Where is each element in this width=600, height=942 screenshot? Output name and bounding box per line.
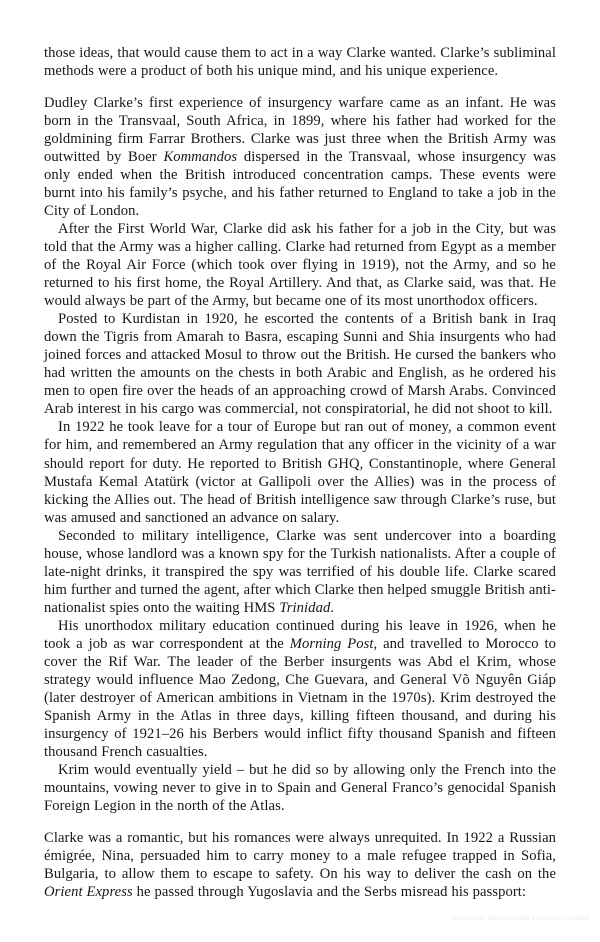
- paragraph: Clarke was a romantic, but his romances were always unrequited. In 1922 a Russian émigrée, Nina, persuaded him to carry money to a male refugee trapped in Sofia, Bulgaria, to allow them to escape to safety. On his way to deliver the cash on the Orient Express he passed through Yugoslavia and the Serbs misread his passport:: [44, 829, 556, 901]
- paragraph: After the First World War, Clarke did ask his father for a job in the City, but was told that the Army was a higher calling. Clarke had returned from Egypt as a member of the Royal Air Force (which took over flying in 1919), not the Army, and so he returned to his first home, the Royal Artillery. And that, as Clarke said, was that. He would always be part of the Army, but became one of its most unorthodox officers.: [44, 220, 556, 310]
- paragraph: Posted to Kurdistan in 1920, he escorted the contents of a British bank in Iraq down the Tigris from Amarah to Basra, escaping Sunni and Shia insurgents who had joined forces and attacked Mosul to throw out the British. He cursed the bankers who had written the amounts on the chests in both Arabic and English, as he ordered his men to open fire over the heads of an approaching crowd of Marsh Arabs. Convinced Arab interest in his cargo was commercial, not conspiratorial, he did not shoot to kill.: [44, 311, 556, 418]
- copyright-watermark: Материал, защищенный авторским правом: [452, 915, 591, 922]
- paragraph: In 1922 he took leave for a tour of Europe but ran out of money, a common event for him, and remembered an Army regulation that any officer in the vicinity of a war should report for duty. He reported to British GHQ, Constantinople, where General Mustafa Kemal Atatürk (victor at Gallipoli over the Allies) was in the process of kicking the Allies out. The head of British intelligence saw through Clarke’s ruse, but was amused and sanctioned an advance on salary.: [44, 419, 556, 526]
- paragraph: Krim would eventually yield – but he did so by allowing only the French into the mountains, vowing never to give in to Spain and General Franco’s genocidal Spanish Foreign Legion in the north of the Atlas.: [44, 762, 556, 815]
- paragraph: those ideas, that would cause them to act in a way Clarke wanted. Clarke’s subliminal methods were a product of both his unique mind, and his unique experience.: [44, 45, 556, 80]
- paragraph: His unorthodox military education continued during his leave in 1926, when he took a job as war correspondent at the Morning Post, and travelled to Morocco to cover the Rif War. The leader of the Berber insurgents was Abd el Krim, whose strategy would influence Mao Zedong, Che Guevara, and General Võ Nguyên Giáp (later destroyer of American ambitions in Vietnam in the 1970s). Krim destroyed the Spanish Army in the Atlas in three days, killing fifteen thousand, and during his insurgency of 1921–26 his Berbers would inflict fifty thousand Spanish and fifteen thousand French casualties.: [44, 617, 556, 761]
- paragraph: Seconded to military intelligence, Clarke was sent undercover into a boarding house, whose landlord was a known spy for the Turkish nationalists. After a couple of late-night drinks, it transpired the spy was terrified of his double life. Clarke scared him further and turned the agent, after which Clarke then helped smuggle British anti-nationalist spies onto the waiting HMS Trinidad.: [44, 527, 557, 616]
- page-text-column: [44, 44, 556, 901]
- paragraph: Dudley Clarke’s first experience of insurgency warfare came as an infant. He was born in the Transvaal, South Africa, in 1899, where his father had worked for the goldmining firm Farrar Brothers. Clarke was just three when the British Army was outwitted by Boer Kommandos dispersed in the Transvaal, whose insurgency was only ended when the British introduced concentration camps. These events were burnt into his family’s psyche, and his father returned to England to take a job in the City of London.: [44, 94, 556, 219]
